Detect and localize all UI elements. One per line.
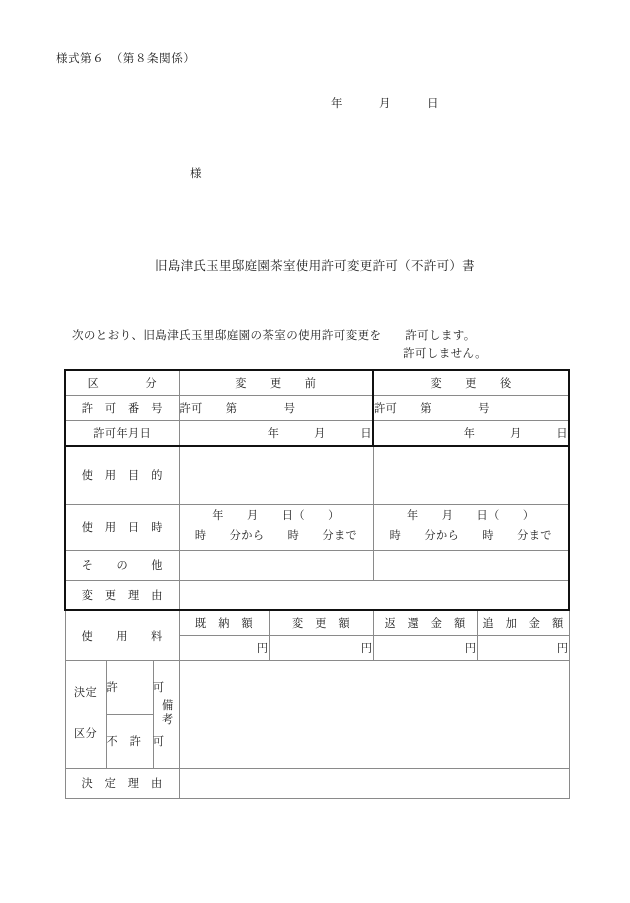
label-purpose: 使 用 目 的 xyxy=(65,446,179,504)
table-row-permit-number xyxy=(65,396,569,421)
label-fee: 使 用 料 xyxy=(65,610,179,661)
table-row-permit-date xyxy=(65,421,569,447)
permit-change-table xyxy=(64,369,570,799)
fee-column-refund: 返 還 金 額 xyxy=(373,610,477,636)
value-permit-number-before[interactable]: 許可 第 号 xyxy=(179,396,373,421)
decision-category-line1: 決定 xyxy=(73,687,98,699)
form-number: 様式第６ （第８条関係） xyxy=(56,53,196,65)
decision-option-deny[interactable]: 不 許 可 xyxy=(106,714,153,768)
body-alternate-decision: 許可しません。 xyxy=(403,348,487,360)
label-decision-category xyxy=(65,661,106,769)
addressee-honorific: 様 xyxy=(190,168,202,180)
table-row-fee-header xyxy=(65,610,569,636)
fee-value-paid[interactable]: 円 xyxy=(179,636,269,661)
table-row-decision-permit xyxy=(65,661,569,715)
body-paragraph: 次のとおり、旧島津氏玉里邸庭園の茶室の使用許可変更を 許可します。 xyxy=(72,330,476,342)
table-row-purpose xyxy=(65,446,569,504)
usage-datetime-after-line1: 年 月 日（ ） xyxy=(407,510,535,523)
table-row-usage-datetime xyxy=(65,504,569,550)
header-after: 変 更 後 xyxy=(373,370,569,396)
table-row-decision-reason xyxy=(65,768,569,798)
usage-datetime-after-line2: 時 分から 時 分まで xyxy=(389,530,552,542)
fee-column-paid: 既 納 額 xyxy=(179,610,269,636)
value-permit-number-after[interactable]: 許可 第 号 xyxy=(373,396,569,421)
value-permit-date-after[interactable]: 年 月 日 xyxy=(373,421,569,447)
table-row-header xyxy=(65,370,569,396)
decision-option-permit[interactable]: 許 可 xyxy=(106,661,153,715)
remarks-label-text: 備考 xyxy=(160,698,173,728)
value-change-reason[interactable] xyxy=(179,580,569,610)
value-decision-reason[interactable] xyxy=(179,768,569,798)
fee-value-refund[interactable]: 円 xyxy=(373,636,477,661)
table-row-change-reason xyxy=(65,580,569,610)
table-row-other xyxy=(65,550,569,580)
label-change-reason: 変 更 理 由 xyxy=(65,580,179,610)
header-before: 変 更 前 xyxy=(179,370,373,396)
value-remarks[interactable] xyxy=(179,661,569,769)
label-decision-reason: 決 定 理 由 xyxy=(65,768,179,798)
header-category: 区 分 xyxy=(65,370,179,396)
usage-datetime-before-line2: 時 分から 時 分まで xyxy=(194,530,358,542)
decision-category-line2: 区分 xyxy=(73,728,98,741)
usage-datetime-before-line1: 年 月 日（ ） xyxy=(212,510,340,523)
fee-value-changed[interactable]: 円 xyxy=(269,636,373,661)
label-permit-number: 許 可 番 号 xyxy=(65,396,179,421)
value-usage-datetime-after[interactable] xyxy=(373,504,569,550)
label-other: そ の 他 xyxy=(65,550,179,580)
document-title: 旧島津氏玉里邸庭園茶室使用許可変更許可（不許可）書 xyxy=(154,259,475,273)
value-permit-date-before[interactable]: 年 月 日 xyxy=(179,421,373,447)
value-other-after[interactable] xyxy=(373,550,569,580)
fee-value-additional[interactable]: 円 xyxy=(477,636,569,661)
value-purpose-before[interactable] xyxy=(179,446,373,504)
value-purpose-after[interactable] xyxy=(373,446,569,504)
value-usage-datetime-before[interactable] xyxy=(179,504,373,550)
value-other-before[interactable] xyxy=(179,550,373,580)
label-permit-date: 許可年月日 xyxy=(65,421,179,447)
label-remarks xyxy=(153,661,179,769)
permit-change-table-wrapper xyxy=(64,369,568,799)
fee-column-additional: 追 加 金 額 xyxy=(477,610,569,636)
label-usage-datetime: 使 用 日 時 xyxy=(65,504,179,550)
issue-date-line: 年 月 日 xyxy=(331,98,439,110)
fee-column-changed: 変 更 額 xyxy=(269,610,373,636)
